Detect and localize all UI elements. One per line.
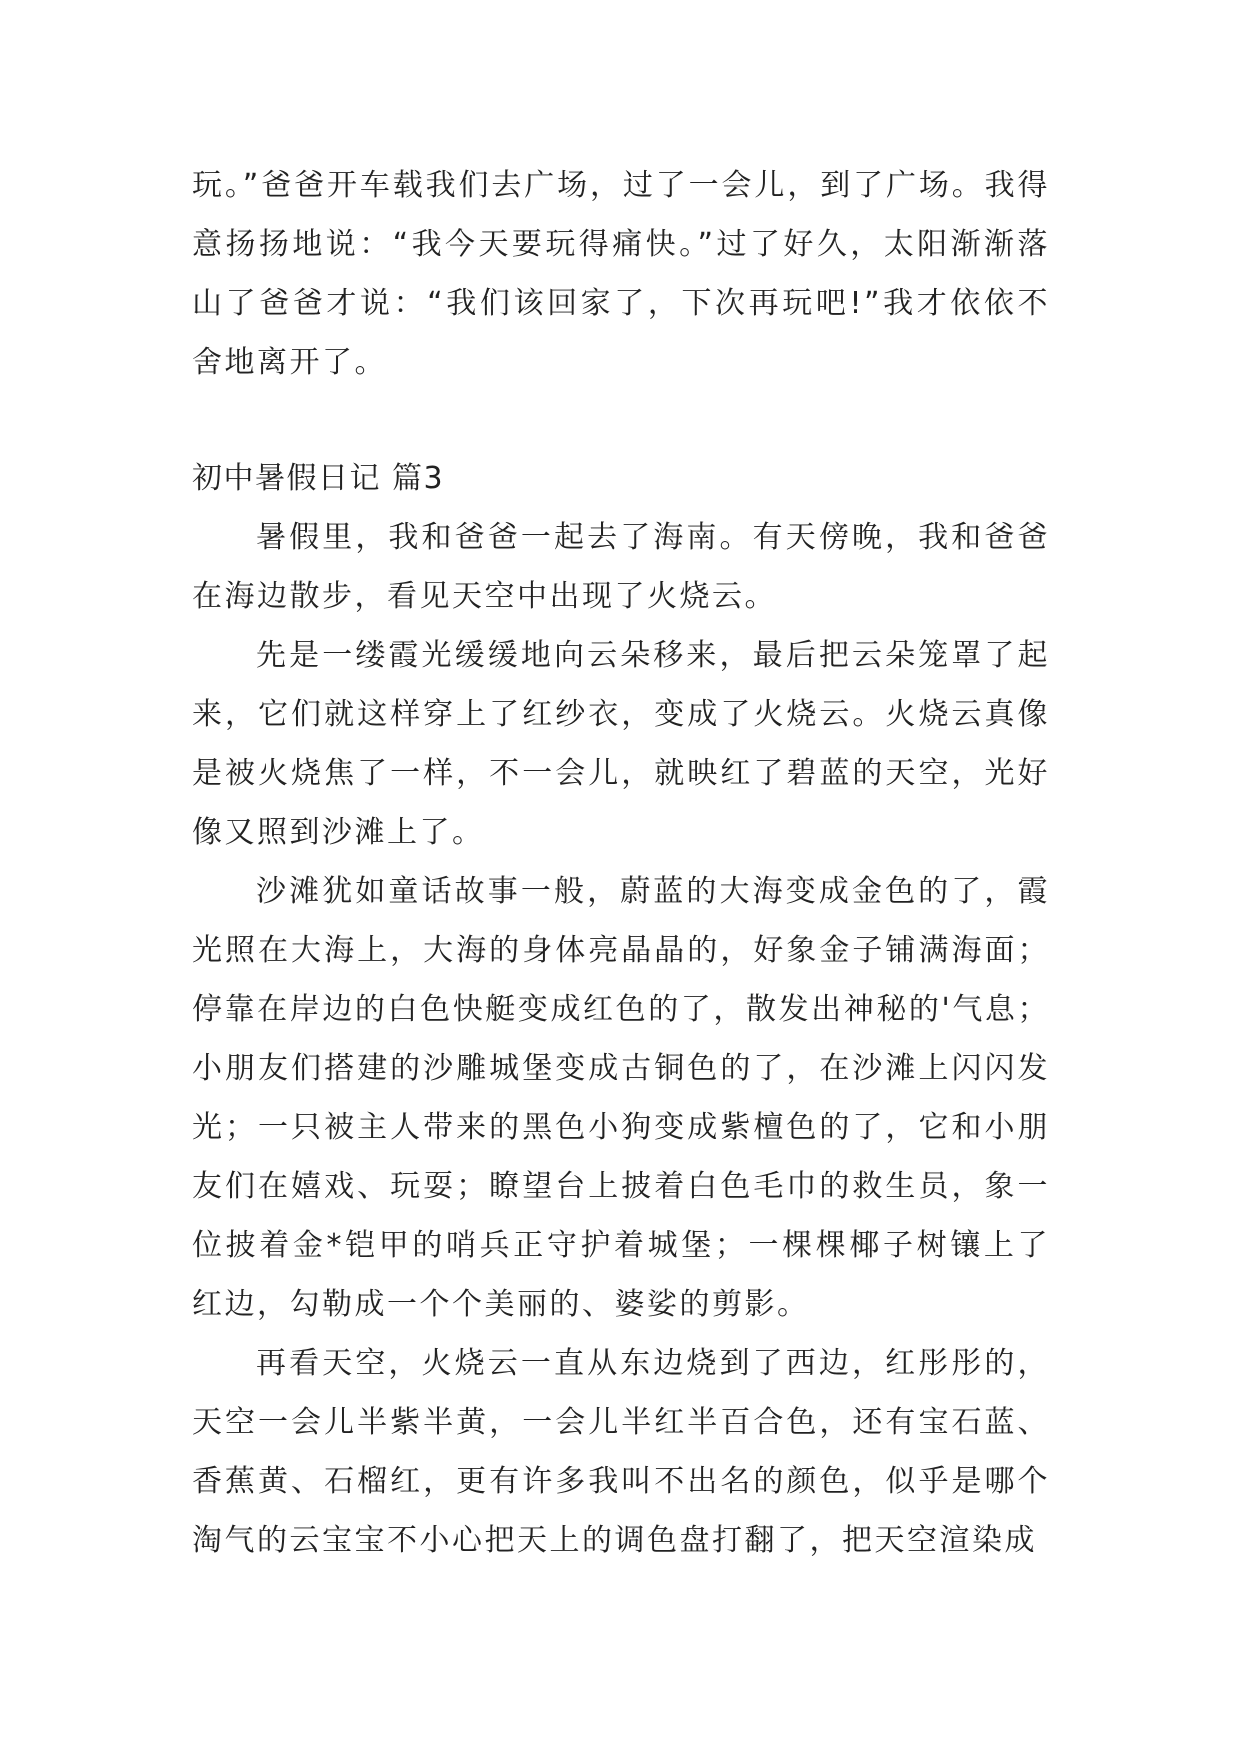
document-body	[192, 156, 1050, 1570]
body-paragraph: 先是一缕霞光缓缓地向云朵移来，最后把云朵笼罩了起来，它们就这样穿上了红纱衣，变成了火烧云。火烧云真像是被火烧焦了一样，不一会儿，就映红了碧蓝的天空，光好像又照到沙滩上了。	[192, 638, 1050, 850]
body-paragraph: 沙滩犹如童话故事一般，蔚蓝的大海变成金色的了，霞光照在大海上，大海的身体亮晶晶的，好象金子铺满海面；停靠在岸边的白色快艇变成红色的了，散发出神秘的'气息；小朋友们搭建的沙雕城堡变成古铜色的了，在沙滩上闪闪发光；一只被主人带来的黑色小狗变成紫檀色的了，它和小朋友们在嬉戏、玩耍；瞭望台上披着白色毛巾的救生员，象一位披着金*铠甲的哨兵正守护着城堡；一棵棵椰子树镶上了红边，勾勒成一个个美丽的、婆娑的剪影。	[192, 874, 1050, 1322]
body-paragraph: 暑假里，我和爸爸一起去了海南。有天傍晚，我和爸爸在海边散步，看见天空中出现了火烧云。	[192, 520, 1050, 614]
continuation-paragraph: 玩。”爸爸开车载我们去广场，过了一会儿，到了广场。我得意扬扬地说：“我今天要玩得痛快。”过了好久，太阳渐渐落山了爸爸才说：“我们该回家了，下次再玩吧!”我才依依不舍地离开了。	[192, 168, 1050, 380]
body-paragraph: 再看天空，火烧云一直从东边烧到了西边，红彤彤的，天空一会儿半紫半黄，一会儿半红半百合色，还有宝石蓝、香蕉黄、石榴红，更有许多我叫不出名的颜色，似乎是哪个淘气的云宝宝不小心把天上的调色盘打翻了，把天空渲染成	[192, 1346, 1050, 1558]
section-heading: 初中暑假日记 篇3	[192, 461, 445, 496]
